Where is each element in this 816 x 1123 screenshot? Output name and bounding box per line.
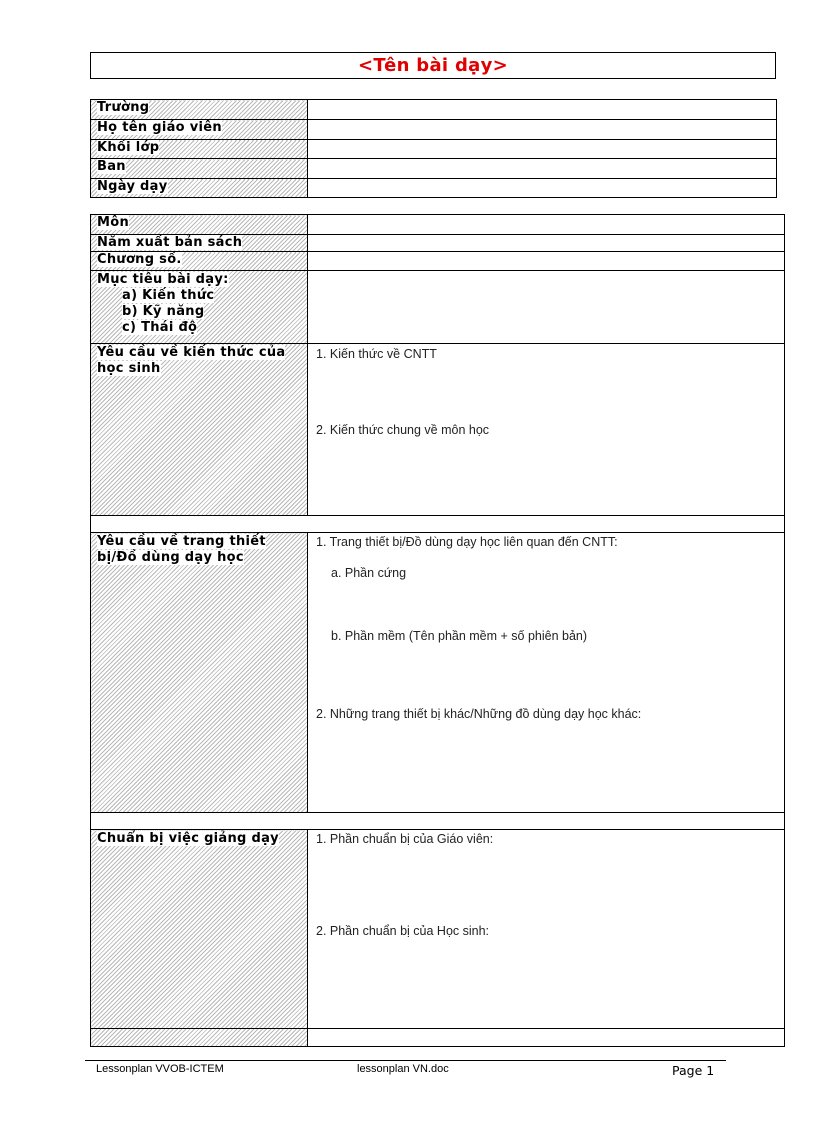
table-row xyxy=(91,1029,785,1047)
phan-mem: b. Phần mềm (Tên phần mềm + số phiên bản) xyxy=(331,629,588,643)
label-muc-tieu: Mục tiêu bài dạy: a) Kiến thức b) Kỹ năng c) Thái độ xyxy=(91,271,308,344)
label-nam-xuat-ban: Năm xuất bản sách xyxy=(91,235,308,252)
label-yeu-cau-kien-thuc: Yêu cầu về kiến thức của học sinh xyxy=(91,344,308,516)
label-ho-ten-giao-vien: Họ tên giáo viên xyxy=(91,120,308,140)
spacer-row xyxy=(91,813,785,830)
lesson-title-box xyxy=(90,52,776,79)
value-nam-xuat-ban[interactable] xyxy=(308,235,785,252)
table-row xyxy=(91,120,777,140)
kien-thuc-mon-hoc: 2. Kiến thức chung về môn học xyxy=(316,423,490,437)
value-truong[interactable] xyxy=(308,100,777,120)
muc-tieu-item: c) Thái độ xyxy=(122,320,198,335)
value-muc-tieu[interactable] xyxy=(308,271,785,344)
table-row xyxy=(91,140,777,159)
chuan-bi-giao-vien: 1. Phần chuẩn bị của Giáo viên: xyxy=(316,832,494,846)
spacer-row xyxy=(91,516,785,533)
blank-label-cell xyxy=(91,1029,308,1047)
muc-tieu-item: b) Kỹ năng xyxy=(122,304,205,319)
label-khoi-lop: Khối lớp xyxy=(91,140,308,159)
lesson-title: <Tên bài dạy> xyxy=(357,55,508,76)
table-row xyxy=(91,100,777,120)
table-row xyxy=(91,159,777,179)
value-ban[interactable] xyxy=(308,159,777,179)
blank-value-cell[interactable] xyxy=(308,1029,785,1047)
footer-page-number: Page 1 xyxy=(672,1063,715,1078)
table-row xyxy=(91,215,785,235)
chuan-bi-hoc-sinh: 2. Phần chuẩn bị của Học sinh: xyxy=(316,924,490,938)
value-yeu-cau-thiet-bi[interactable] xyxy=(308,533,785,813)
table-row xyxy=(91,179,777,198)
table-row xyxy=(91,271,785,344)
thiet-bi-khac: 2. Những trang thiết bị khác/Những đồ dùng dạy học khác: xyxy=(316,707,642,721)
table-row xyxy=(91,344,785,516)
label-ngay-day: Ngày dạy xyxy=(91,179,308,198)
table-row xyxy=(91,235,785,252)
label-ban: Ban xyxy=(91,159,308,179)
value-chuong-so[interactable] xyxy=(308,252,785,271)
table-row xyxy=(91,830,785,1029)
value-ngay-day[interactable] xyxy=(308,179,777,198)
label-truong: Trường xyxy=(91,100,308,120)
label-mon: Môn xyxy=(91,215,308,235)
muc-tieu-item: a) Kiến thức xyxy=(122,288,215,303)
table-row xyxy=(91,252,785,271)
footer-divider xyxy=(85,1060,726,1061)
label-chuan-bi: Chuẩn bị việc giảng dạy xyxy=(91,830,308,1029)
phan-cung: a. Phần cứng xyxy=(331,566,407,580)
footer-left: Lessonplan VVOB-ICTEM xyxy=(96,1063,224,1075)
label-chuong-so: Chương số. xyxy=(91,252,308,271)
table-row xyxy=(91,813,785,830)
main-table xyxy=(90,214,785,1047)
footer-center: lessonplan VN.doc xyxy=(357,1063,449,1075)
value-chuan-bi[interactable] xyxy=(308,830,785,1029)
table-row xyxy=(91,533,785,813)
info-table xyxy=(90,99,777,198)
value-ho-ten-giao-vien[interactable] xyxy=(308,120,777,140)
value-mon[interactable] xyxy=(308,215,785,235)
thiet-bi-cntt: 1. Trang thiết bị/Đồ dùng dạy học liên quan đến CNTT: xyxy=(316,535,618,549)
value-khoi-lop[interactable] xyxy=(308,140,777,159)
label-yeu-cau-thiet-bi: Yêu cầu về trang thiết bị/Đồ dùng dạy học xyxy=(91,533,308,813)
kien-thuc-cntt: 1. Kiến thức về CNTT xyxy=(316,347,437,361)
value-yeu-cau-kien-thuc[interactable] xyxy=(308,344,785,516)
table-row xyxy=(91,516,785,533)
